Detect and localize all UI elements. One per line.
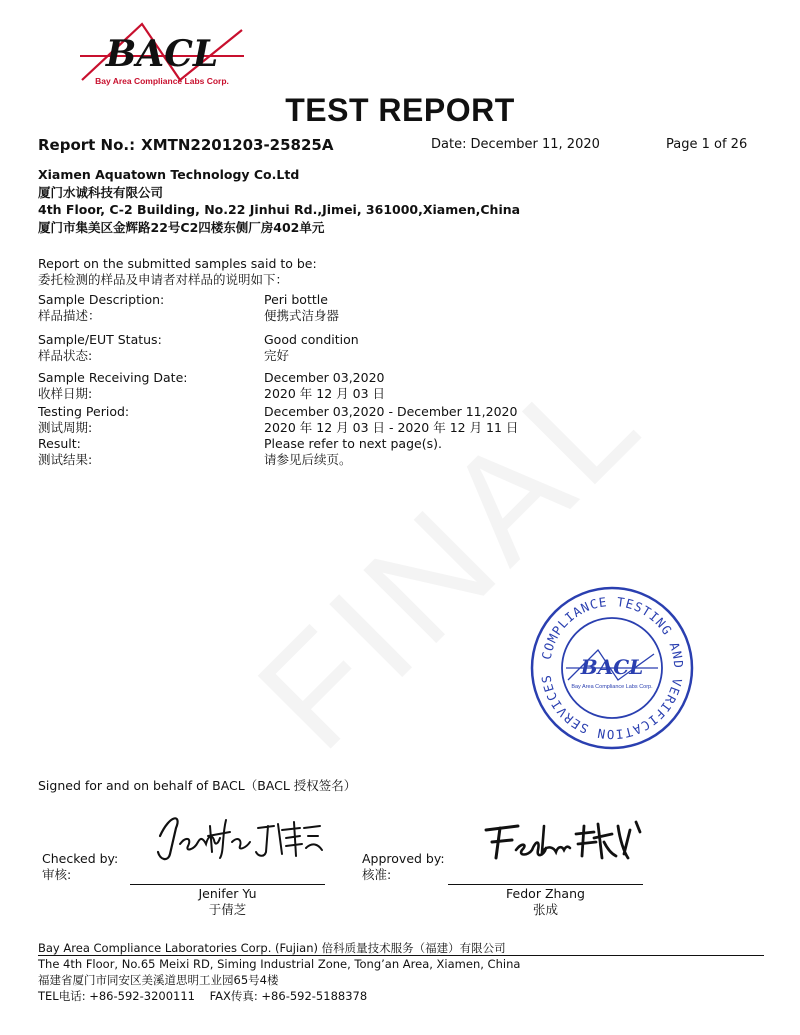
stamp-center: BACL xyxy=(580,655,644,679)
fedor-signature xyxy=(478,812,648,867)
checked-by-en: Checked by: xyxy=(42,851,119,866)
info-label-cn: 测试周期: xyxy=(38,420,93,435)
info-label-en: Result: xyxy=(38,436,81,451)
client-address-cn: 厦门市集美区金辉路22号C2四楼东侧厂房402单元 xyxy=(38,219,325,235)
info-value-en: Please refer to next page(s). xyxy=(264,436,442,451)
intro-en: Report on the submitted samples said to be: xyxy=(38,256,317,271)
signature-line xyxy=(448,884,643,885)
signature-graphic xyxy=(150,806,325,866)
checked-by-label xyxy=(42,851,118,883)
page-number: Page 1 of 26 xyxy=(666,137,748,152)
intro-cn: 委托检测的样品及申请者对样品的说明如下： xyxy=(38,272,289,287)
logo-tagline: Bay Area Compliance Labs Corp. xyxy=(95,76,229,86)
info-label-cn: 样品描述： xyxy=(38,308,101,323)
footer xyxy=(38,940,520,1004)
signature-graphic xyxy=(478,812,648,867)
checker-name xyxy=(130,886,325,918)
info-row xyxy=(38,292,598,308)
bacl-logo xyxy=(76,18,248,90)
report-date xyxy=(431,137,600,152)
info-value-cn: 便携式洁身器 xyxy=(264,308,340,323)
approver-name xyxy=(448,886,643,918)
footer-divider xyxy=(38,955,764,956)
report-number xyxy=(38,136,333,154)
stamp-ring-text: COMPLIANCE TESTING AND VERIFICATION SERVICES xyxy=(538,593,687,743)
jenifer-signature xyxy=(150,806,325,866)
info-value-en: December 03,2020 xyxy=(264,370,385,385)
report-number-label: Report No.: xyxy=(38,136,136,154)
page-title: TEST REPORT xyxy=(285,92,515,128)
footer-address-cn: 福建省厦门市同安区美溪道思明工业园65号4楼 xyxy=(38,973,279,987)
info-value-cn: 请参见后续页。 xyxy=(264,452,352,467)
info-value-en: Peri bottle xyxy=(264,292,328,307)
client-name-en: Xiamen Aquatown Technology Co.Ltd xyxy=(38,167,300,182)
signed-statement: Signed for and on behalf of BACL（BACL 授权签名） xyxy=(38,778,357,793)
stamp-tagline: Bay Area Compliance Labs Corp. xyxy=(571,684,653,690)
client-block xyxy=(38,166,520,236)
checker-name-cn: 于倩芝 xyxy=(208,902,247,917)
info-value-cn: 2020 年 12 月 03 日 xyxy=(264,386,385,401)
approved-by-cn: 核准: xyxy=(362,867,392,882)
stamp-graphic xyxy=(528,584,696,752)
client-name-cn: 厦门水诚科技有限公司 xyxy=(38,184,164,200)
info-row xyxy=(38,332,598,348)
checked-by-cn: 审核: xyxy=(42,867,72,882)
logo-wordmark: BACL xyxy=(105,33,219,75)
report-date-value: December 11, 2020 xyxy=(470,137,600,152)
bacl-logo-graphic xyxy=(76,18,248,90)
info-label-en: Sample Receiving Date: xyxy=(38,370,188,385)
signature-line xyxy=(130,884,325,885)
info-label-en: Sample Description: xyxy=(38,292,165,307)
info-label-cn: 测试结果: xyxy=(38,452,93,467)
footer-company: Bay Area Compliance Laboratories Corp. (Fujian) 倍科质量技术服务（福建）有限公司 xyxy=(38,941,506,955)
info-row xyxy=(38,348,598,364)
info-label-en: Testing Period: xyxy=(38,404,130,419)
approver-name-en: Fedor Zhang xyxy=(506,886,585,901)
info-value-cn: 完好 xyxy=(264,348,290,363)
client-address-en: 4th Floor, C-2 Building, No.22 Jinhui Rd.,Jimei, 361000,Xiamen,China xyxy=(38,202,521,217)
info-label-en: Sample/EUT Status: xyxy=(38,332,162,347)
approved-by-label xyxy=(362,851,445,883)
report-number-value: XMTN2201203-25825A xyxy=(141,136,334,154)
intro-text xyxy=(38,256,317,288)
footer-address-en: The 4th Floor, No.65 Meixi RD, Siming Industrial Zone, Tong’an Area, Xiamen, China xyxy=(38,957,521,971)
checker-name-en: Jenifer Yu xyxy=(198,886,257,901)
approved-by-en: Approved by: xyxy=(362,851,445,866)
info-value-en: December 03,2020 - December 11,2020 xyxy=(264,404,518,419)
info-value-cn: 2020 年 12 月 03 日 - 2020 年 12 月 11 日 xyxy=(264,420,519,435)
report-date-label: Date: xyxy=(431,137,467,152)
footer-contact: TEL电话: +86-592-3200111 FAX传真: +86-592-5188378 xyxy=(38,989,368,1003)
info-label-cn: 收样日期: xyxy=(38,386,93,401)
info-row xyxy=(38,308,598,324)
info-value-en: Good condition xyxy=(264,332,359,347)
approver-name-cn: 张成 xyxy=(532,902,558,917)
info-label-cn: 样品状态: xyxy=(38,348,93,363)
official-stamp xyxy=(528,584,696,752)
